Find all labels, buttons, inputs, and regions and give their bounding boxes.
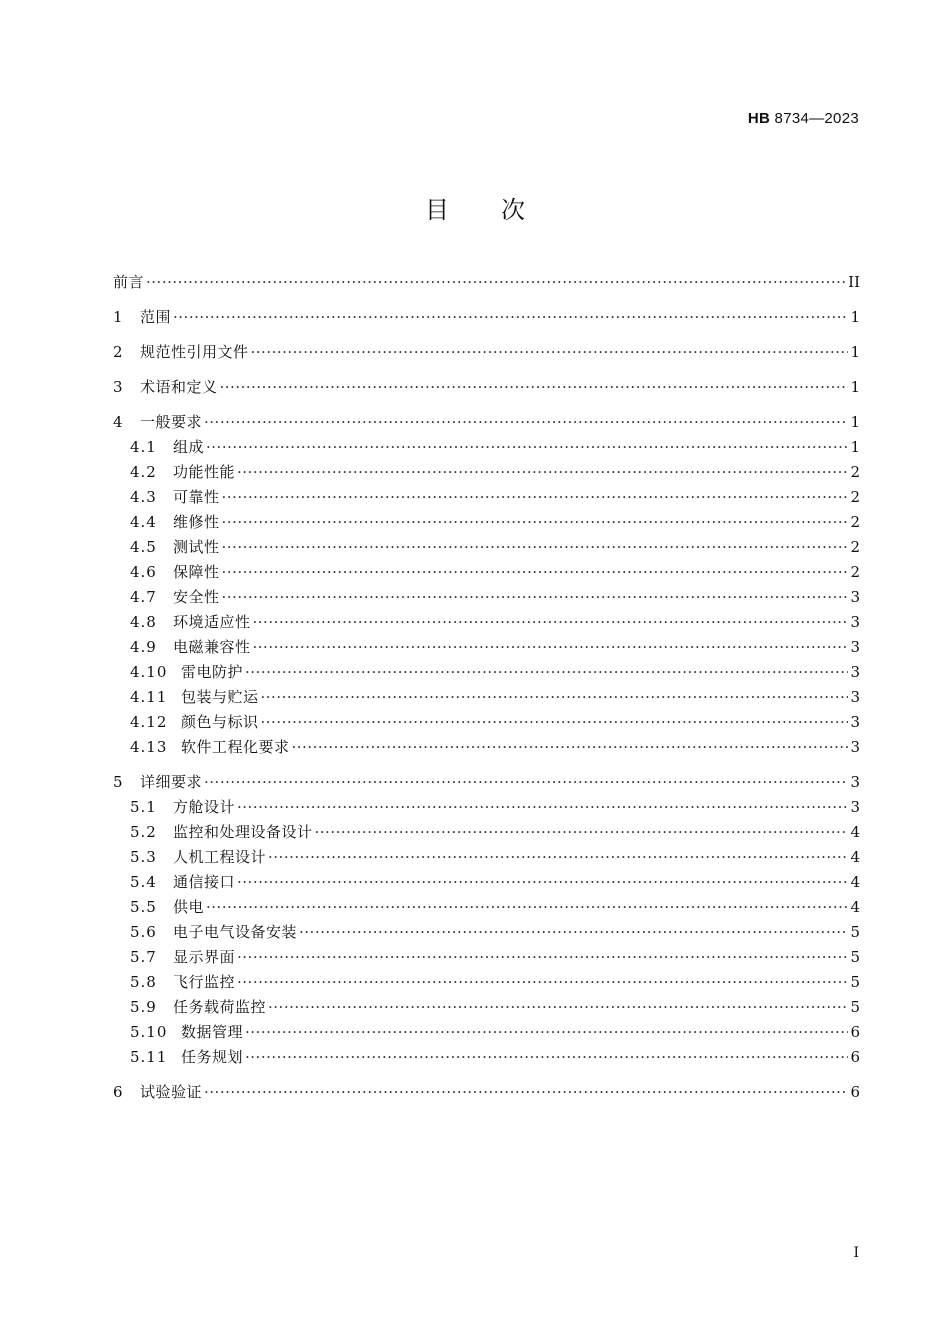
toc-entry-number: 5.9: [130, 998, 157, 1016]
standard-code: [748, 110, 859, 127]
toc-entry-title: 范围: [140, 308, 172, 326]
toc-entry-page: 3: [850, 738, 860, 756]
page-title-char: 次: [501, 196, 525, 224]
toc-entry-title: 维修性: [173, 513, 220, 531]
dot-leader: [237, 460, 848, 485]
toc-entry-number: 4.8: [130, 613, 157, 631]
toc-entry-number: 4.6: [130, 563, 157, 581]
toc-entry-page: 3: [850, 798, 860, 816]
toc-subentry[interactable]: [113, 970, 860, 995]
dot-leader: [222, 535, 849, 560]
toc-entry-page: 4: [850, 848, 860, 866]
toc-entry-page: 1: [850, 343, 860, 361]
toc-entry-page: 3: [850, 713, 860, 731]
dot-leader: [222, 485, 849, 510]
toc-entry-number: 5.2: [130, 823, 157, 841]
toc-subentry[interactable]: [113, 710, 860, 735]
toc-entry-number: 4: [113, 413, 123, 431]
page-title-char: 目: [425, 196, 449, 224]
toc-entry-title: 显示界面: [173, 948, 236, 966]
toc-subentry[interactable]: [113, 845, 860, 870]
dot-leader: [146, 270, 846, 295]
dot-leader: [204, 1080, 848, 1105]
dot-leader: [237, 945, 848, 970]
toc-entry-number: 5.10: [130, 1023, 168, 1041]
toc-entry-number: 5.6: [130, 923, 157, 941]
toc-entry[interactable]: [113, 410, 860, 435]
dot-leader: [253, 635, 849, 660]
toc-entry[interactable]: [113, 270, 860, 295]
toc-entry-title: 前言: [113, 273, 145, 291]
dot-leader: [204, 410, 848, 435]
dot-leader: [245, 660, 848, 685]
toc-entry-page: 1: [850, 438, 860, 456]
toc-subentry[interactable]: [113, 870, 860, 895]
toc-entry-title: 术语和定义: [140, 378, 218, 396]
toc-subentry[interactable]: [113, 610, 860, 635]
toc-entry-title: 数据管理: [181, 1023, 244, 1041]
toc-entry-page: 1: [850, 413, 860, 431]
toc-subentry[interactable]: [113, 820, 860, 845]
toc-entry-number: 5.5: [130, 898, 157, 916]
toc-entry-page: 5: [850, 998, 860, 1016]
toc-entry-number: 4.2: [130, 463, 157, 481]
toc-entry-number: 4.4: [130, 513, 157, 531]
dot-leader: [315, 820, 849, 845]
toc-entry-page: 4: [850, 823, 860, 841]
toc-entry-number: 4.9: [130, 638, 157, 656]
toc-entry-title: 电磁兼容性: [173, 638, 251, 656]
toc-entry-title: 任务载荷监控: [173, 998, 267, 1016]
toc-entry-title: 规范性引用文件: [140, 343, 249, 361]
dot-leader: [220, 375, 849, 400]
table-of-contents: [113, 270, 860, 1105]
toc-entry-page: 1: [850, 308, 860, 326]
toc-entry-title: 供电: [173, 898, 205, 916]
toc-subentry[interactable]: [113, 1020, 860, 1045]
toc-entry-page: 4: [850, 873, 860, 891]
toc-entry-number: 3: [113, 378, 123, 396]
toc-entry-title: 详细要求: [140, 773, 203, 791]
toc-subentry[interactable]: [113, 460, 860, 485]
toc-entry-page: 1: [850, 378, 860, 396]
toc-subentry[interactable]: [113, 535, 860, 560]
toc-subentry[interactable]: [113, 660, 860, 685]
toc-entry-page: II: [848, 273, 860, 291]
toc-subentry[interactable]: [113, 995, 860, 1020]
toc-entry-page: 5: [850, 948, 860, 966]
toc-entry-title: 方舱设计: [173, 798, 236, 816]
toc-entry-title: 包装与贮运: [181, 688, 259, 706]
toc-entry-number: 5.3: [130, 848, 157, 866]
toc-subentry[interactable]: [113, 510, 860, 535]
toc-entry-page: 3: [850, 638, 860, 656]
toc-entry-number: 2: [113, 343, 123, 361]
dot-leader: [245, 1020, 848, 1045]
toc-entry-number: 5.11: [130, 1048, 168, 1066]
toc-entry-page: 2: [850, 563, 860, 581]
dot-leader: [206, 895, 848, 920]
toc-subentry[interactable]: [113, 735, 860, 760]
toc-entry-number: 4.3: [130, 488, 157, 506]
toc-entry-title: 可靠性: [173, 488, 220, 506]
toc-entry-number: 5.1: [130, 798, 157, 816]
toc-entry-title: 通信接口: [173, 873, 236, 891]
toc-entry-page: 5: [850, 923, 860, 941]
dot-leader: [261, 710, 849, 735]
toc-entry-page: 5: [850, 973, 860, 991]
toc-subentry[interactable]: [113, 795, 860, 820]
toc-subentry[interactable]: [113, 685, 860, 710]
dot-leader: [251, 340, 849, 365]
standard-number: 8734—2023: [774, 110, 859, 127]
dot-leader: [173, 305, 848, 330]
toc-entry-page: 3: [850, 588, 860, 606]
toc-entry-title: 一般要求: [140, 413, 203, 431]
toc-subentry[interactable]: [113, 560, 860, 585]
toc-entry-page: 6: [850, 1083, 860, 1101]
toc-subentry[interactable]: [113, 945, 860, 970]
toc-entry-page: 2: [850, 538, 860, 556]
toc-entry-number: 1: [113, 308, 123, 326]
toc-entry-number: 4.7: [130, 588, 157, 606]
toc-entry-title: 雷电防护: [181, 663, 244, 681]
toc-entry[interactable]: [113, 1080, 860, 1105]
toc-entry-number: 4.1: [130, 438, 157, 456]
toc-entry-title: 功能性能: [173, 463, 236, 481]
toc-entry-title: 飞行监控: [173, 973, 236, 991]
standard-prefix: HB: [747, 110, 771, 127]
dot-leader: [268, 845, 848, 870]
toc-entry[interactable]: [113, 770, 860, 795]
toc-subentry[interactable]: [113, 635, 860, 660]
toc-entry-title: 保障性: [173, 563, 220, 581]
toc-entry-page: 3: [850, 773, 860, 791]
dot-leader: [292, 735, 849, 760]
toc-entry-title: 试验验证: [140, 1083, 203, 1101]
toc-entry-number: 5: [113, 773, 123, 791]
dot-leader: [222, 560, 849, 585]
toc-entry-page: 6: [850, 1048, 860, 1066]
toc-entry-title: 测试性: [173, 538, 220, 556]
toc-entry-number: 4.5: [130, 538, 157, 556]
dot-leader: [261, 685, 849, 710]
toc-entry[interactable]: [113, 340, 860, 365]
toc-entry-title: 人机工程设计: [173, 848, 267, 866]
toc-entry-number: 5.7: [130, 948, 157, 966]
page-number: I: [853, 1245, 859, 1261]
dot-leader: [204, 770, 848, 795]
toc-entry-page: 3: [850, 613, 860, 631]
toc-entry-number: 4.11: [130, 688, 168, 706]
toc-entry-title: 颜色与标识: [181, 713, 259, 731]
toc-entry-page: 6: [850, 1023, 860, 1041]
toc-entry-title: 软件工程化要求: [181, 738, 290, 756]
toc-entry-number: 6: [113, 1083, 123, 1101]
toc-entry-title: 环境适应性: [173, 613, 251, 631]
dot-leader: [237, 970, 848, 995]
toc-entry-number: 4.13: [130, 738, 168, 756]
toc-entry-title: 任务规划: [181, 1048, 244, 1066]
dot-leader: [237, 795, 848, 820]
page-title: [0, 190, 950, 225]
dot-leader: [237, 870, 848, 895]
toc-entry-number: 5.8: [130, 973, 157, 991]
toc-subentry[interactable]: [113, 1045, 860, 1070]
toc-entry-page: 2: [850, 513, 860, 531]
dot-leader: [245, 1045, 848, 1070]
toc-subentry[interactable]: [113, 485, 860, 510]
toc-subentry[interactable]: [113, 920, 860, 945]
toc-entry-title: 安全性: [173, 588, 220, 606]
toc-entry-page: 2: [850, 488, 860, 506]
toc-subentry[interactable]: [113, 585, 860, 610]
toc-entry-number: 5.4: [130, 873, 157, 891]
toc-entry-page: 3: [850, 688, 860, 706]
toc-subentry[interactable]: [113, 435, 860, 460]
toc-entry-page: 2: [850, 463, 860, 481]
toc-entry-page: 3: [850, 663, 860, 681]
dot-leader: [253, 610, 849, 635]
toc-entry-page: 4: [850, 898, 860, 916]
toc-entry[interactable]: [113, 375, 860, 400]
toc-entry-title: 监控和处理设备设计: [173, 823, 313, 841]
dot-leader: [222, 585, 849, 610]
dot-leader: [299, 920, 848, 945]
toc-entry-title: 组成: [173, 438, 205, 456]
dot-leader: [268, 995, 848, 1020]
dot-leader: [222, 510, 849, 535]
toc-entry-number: 4.10: [130, 663, 168, 681]
dot-leader: [206, 435, 848, 460]
toc-entry-title: 电子电气设备安装: [173, 923, 298, 941]
toc-entry[interactable]: [113, 305, 860, 330]
toc-subentry[interactable]: [113, 895, 860, 920]
toc-entry-number: 4.12: [130, 713, 168, 731]
